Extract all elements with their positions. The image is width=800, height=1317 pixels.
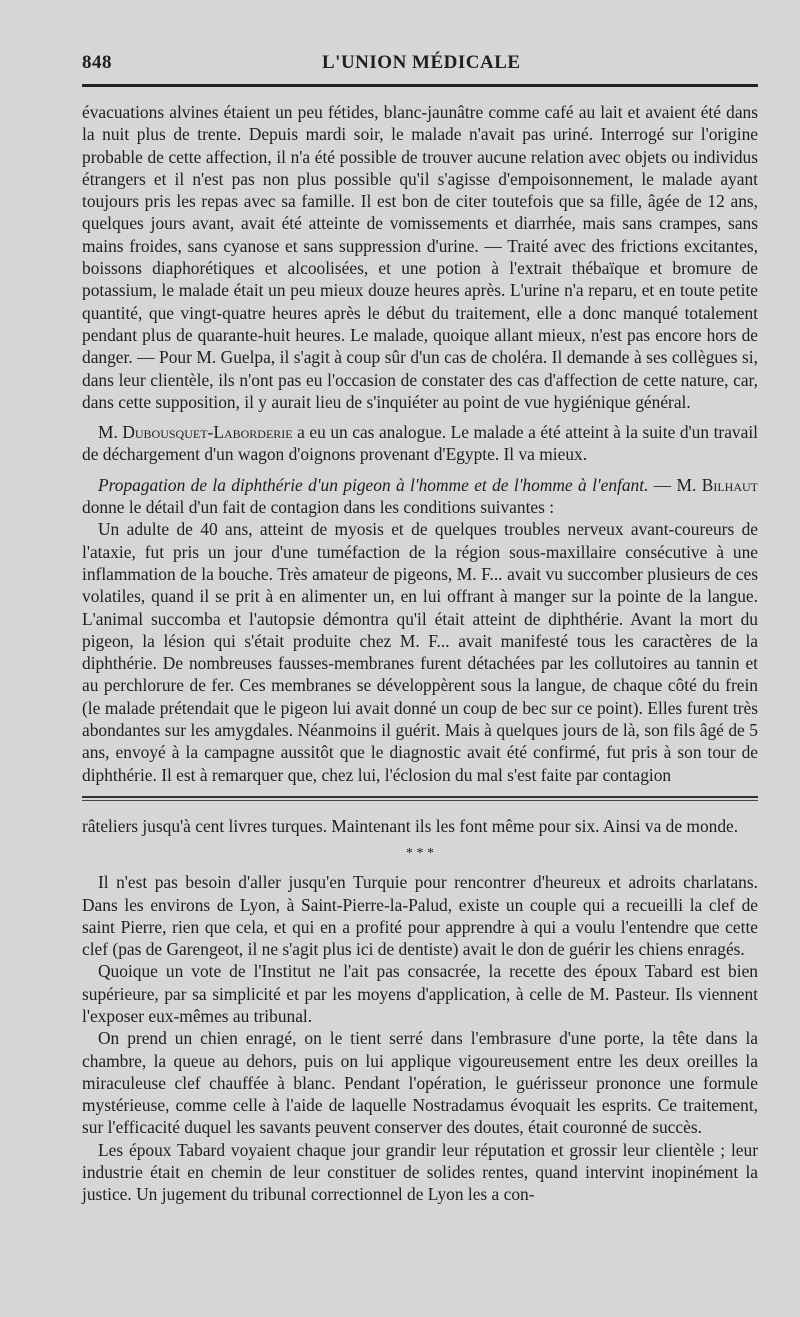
paragraph-text: a eu un cas analogue. Le malade a été atteint à la suite d'un travail de déchargement d'un wagon d'oignons provenant d'Egypte. Il va mieux. bbox=[82, 422, 758, 465]
feuilleton-paragraph: On prend un chien enragé, on le tient serré dans l'embrasure d'une porte, la tête dans la chambre, la queue au dehors, puis on lui applique vigoureusement entre les deux oreilles la miraculeuse clef chauffée à blanc. Pendant l'opération, le guérisseur prononce une formule mystérieuse, comme celle à l'aide de laquelle Nostradamus évoquait les esprits. Ce traitement, sur l'efficacité duquel les savants peuvent conserver des doutes, était couronné de succès. bbox=[82, 1028, 758, 1138]
article-paragraph bbox=[82, 474, 758, 519]
feuilleton-paragraph: Il n'est pas besoin d'aller jusqu'en Turquie pour rencontrer d'heureux et adroits charlatans. Dans les environs de Lyon, à Saint-Pierre-la-Palud, existe un couple qui a recueilli la clef de saint Pierre, rien que cela, et qui en a profité pour apprendre à qui a voulu l'entendre que cette clef (pas de Garengeot, il ne s'agit plus ici de dentiste) avait le don de guérir les chiens enragés. bbox=[82, 872, 758, 960]
main-article bbox=[82, 101, 758, 786]
feuilleton-rule bbox=[82, 796, 758, 798]
feuilleton-paragraph: râteliers jusqu'à cent livres turques. Maintenant ils les font même pour six. Ainsi va de monde. bbox=[82, 815, 739, 836]
speaker-name: Bilhaut bbox=[701, 474, 758, 495]
paragraph-text: donne le détail d'un fait de contagion dans les conditions suivantes : bbox=[82, 497, 555, 518]
running-title: L'UNION MÉDICALE bbox=[322, 52, 521, 73]
article-paragraph bbox=[82, 421, 758, 466]
section-title: Propagation de la diphthérie d'un pigeon à l'homme et de l'homme à l'enfant. bbox=[98, 474, 649, 495]
header-rule bbox=[82, 84, 758, 87]
feuilleton bbox=[82, 815, 758, 1206]
feuilleton-paragraph: Les époux Tabard voyaient chaque jour grandir leur réputation et grossir leur clientèle ; leur industrie était en chemin de leur constituer de solides rentes, quand intervint inopinément la justice. Un jugement du tribunal correctionnel de Lyon les a con- bbox=[82, 1139, 758, 1205]
section-separator: * * * bbox=[406, 846, 434, 862]
feuilleton-rule-thin bbox=[82, 800, 758, 801]
article-paragraph: évacuations alvines étaient un peu fétides, blanc-jaunâtre comme café au lait et avaient été dans la nuit plus de trente. Depuis mardi soir, le malade n'avait pas uriné. Interrogé sur l'origine probable de cette affection, il n'a été possible de trouver aucune relation avec objets ou individus étrangers et il n'est pas non plus possible qu'il s'agisse d'empoisonnement, le malade ayant toujours pris les repas avec sa famille. Il est bon de citer toutefois que sa fille, âgée de 12 ans, quelques jours avant, avait été atteinte de vomissements et diarrhée, mais sans crampes, sans mains froides, sans cyanose et sans suppression d'urine. — Traité avec des frictions excitantes, boissons diaphorétiques et alcoolisées, et une potion à l'extrait thébaïque et bromure de potassium, le malade était un peu mieux douze heures après. L'urine n'a reparu, et en toute petite quantité, que vingt-quatre heures après le début du traitement, elle a donc manqué totalement pendant plus de quarante-huit heures. Le malade, quoique allant mieux, n'est pas encore hors de danger. — Pour M. Guelpa, il s'agit à coup sûr d'un cas de choléra. Il demande à ses collègues si, dans leur clientèle, ils n'ont pas eu l'occasion de constater des cas d'affection de cette nature, car, dans cette supposition, il y aurait lieu de s'inquiéter au point de vue hygiénique général. bbox=[82, 102, 758, 412]
feuilleton-paragraph: Quoique un vote de l'Institut ne l'ait pas consacrée, la recette des époux Tabard est bien supérieure, par sa simplicité et par les moyens d'application, à celle de M. Pasteur. Ils viennent l'exposer eux-mêmes au tribunal. bbox=[82, 961, 758, 1026]
speaker-name: M. Dubousquet-Laborderie bbox=[98, 422, 293, 443]
page-header bbox=[82, 52, 758, 82]
page-number: 848 bbox=[82, 52, 112, 73]
article-paragraph: Un adulte de 40 ans, atteint de myosis et de quelques troubles nerveux avant-coureurs de l'ataxie, fut pris un jour d'une tuméfaction de la région sous-maxillaire consécutive à une inflammation de la bouche. Très amateur de pigeons, M. F... avait vu succomber plusieurs de ces volatiles, quand il se prit à en alimenter un, en lui offrant à manger sur la pointe de la langue. L'animal succomba et l'autopsie démontra qu'il était atteint de diphthérie. Avant la mort du pigeon, la lésion qui s'était produite chez M. F... avait manifesté tous les caractères de la diphthérie. De nombreuses fausses-membranes furent détachées par les collutoires au tannin et au perchlorure de fer. Ces membranes se développèrent sous la langue, de chaque côté du frein (le malade prétendait que le pigeon lui avait donné un coup de bec sur ce point). Elles furent très abondantes sur les amygdales. Néanmoins il guérit. Mais à quelques jours de là, son fils âgé de 5 ans, envoyé à la campagne aussitôt que le diagnostic avait été confirmé, fut pris à son tour de diphthérie. Il est à remarquer que, chez lui, l'éclosion du mal s'est faite par contagion bbox=[82, 519, 758, 785]
title-dash: — M. bbox=[648, 474, 702, 495]
